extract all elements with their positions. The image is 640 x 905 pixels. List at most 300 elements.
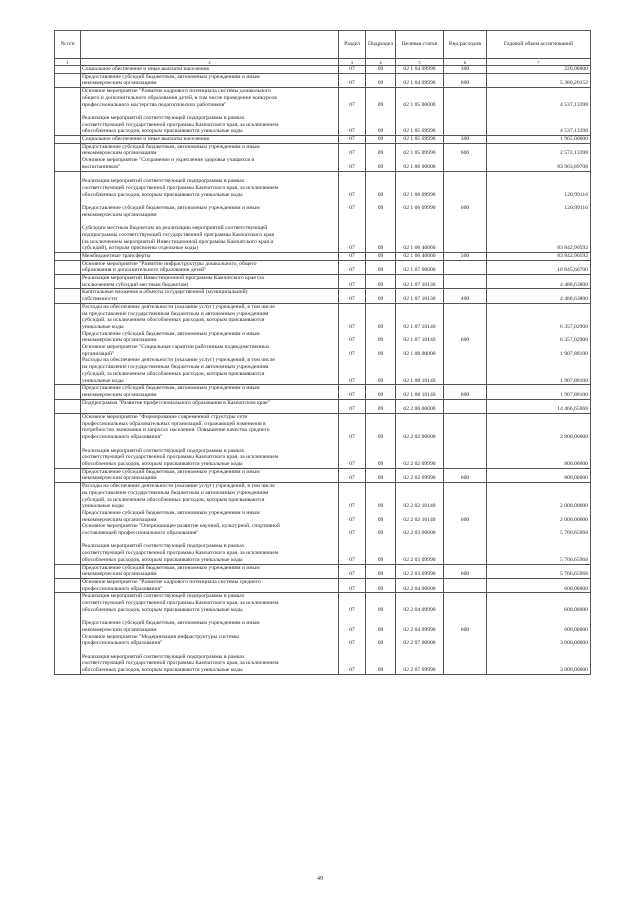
amount-cell [487, 593, 591, 674]
row-name-line: Реализация мероприятий соответствующей подпрограммы в рамках [82, 114, 245, 121]
row-name-line: некоммерческим организациям [82, 475, 157, 482]
vr-value [445, 102, 485, 109]
row-num-cell [55, 564, 81, 578]
cs-cell: 02 1 04 09990 [396, 66, 444, 74]
vr-cell [444, 303, 487, 384]
row-name-line: (за исключением мероприятий Инвестиционной программы Камчатского края и [82, 238, 274, 245]
cs-cell: 02 1 07 10130 [396, 289, 444, 303]
podrazdel-cell: 09 [366, 399, 396, 413]
row-num-cell [55, 143, 81, 171]
table-row [55, 289, 591, 303]
vr-value [445, 434, 485, 441]
razdel-cell: 07 [339, 136, 366, 144]
vr-cell [444, 593, 487, 674]
razdel-cell: 07 [339, 385, 366, 399]
row-name-line: Межбюджетные трансферты [82, 252, 151, 259]
razdel-cell: 07 [339, 399, 366, 413]
row-name-line: на предоставление государственным бюджетным и автономным учреждениям [82, 364, 269, 371]
amount-value: 4 537,13398 [560, 101, 588, 108]
budget-table [54, 30, 591, 675]
row-name-line: уникальные коды [82, 377, 124, 384]
col-podrazdel-header: Подраздел [366, 31, 396, 59]
col-num-header: № п/п [55, 31, 81, 59]
razdel-value: 07 [349, 128, 355, 135]
cs-cell [396, 171, 444, 252]
col-cs-header: Целевая статья [396, 31, 444, 59]
row-name-line: общего и дополнительного образования детей, в том числе проведение конкурсов [82, 94, 277, 101]
row-name-line: Социальное обеспечение и иные выплаты населению [82, 66, 210, 72]
row-name-line: подпрограммы соответствующей государственной программы Камчатского края [82, 231, 275, 238]
row-name-line: Предоставление субсидий бюджетным, автономным учреждениям и иным [82, 564, 260, 571]
razdel-cell: 07 [339, 564, 366, 578]
podrazdel-value: 09 [377, 205, 384, 212]
razdel-value: 07 [349, 163, 355, 170]
amount-cell [487, 88, 591, 136]
podrazdel-cell: 09 [366, 136, 396, 144]
vr-cell [444, 171, 487, 252]
table-row [55, 252, 591, 260]
table-row [55, 260, 591, 274]
row-name-line: обособленных расходов, которым присваиваются уникальные коды [82, 128, 243, 135]
row-name-line: некоммерческим организациям [82, 391, 157, 398]
vr-value [445, 351, 485, 358]
vr-cell: 600 [444, 385, 487, 399]
row-name-line: обособленных расходов, которым присваиваются уникальные коды [82, 667, 243, 674]
cs-value: 02 1 06 00000 [403, 163, 436, 170]
row-name-line [82, 108, 337, 115]
row-name-cell [81, 385, 339, 399]
row-num-cell [55, 414, 81, 469]
podrazdel-cell: 09 [366, 289, 396, 303]
row-name-line [82, 647, 337, 654]
row-name-line: Реализация мероприятий соответствующей подпрограммы в рамках [82, 447, 245, 454]
row-name-line [82, 406, 337, 413]
row-num-cell [55, 66, 81, 74]
row-name-line: Расходы на обеспечение деятельности (оказание услуг) учреждений, в том числе [82, 357, 275, 364]
cs-cell: 02 1 05 09990 [396, 136, 444, 144]
row-num-cell [55, 260, 81, 274]
row-name-line: обособленных расходов, которым присваиваются уникальные коды [82, 606, 243, 613]
row-name-cell [81, 136, 339, 144]
row-num-cell [55, 578, 81, 592]
row-name-line: на предоставление государственным бюджетным и автономным учреждениям [82, 489, 269, 496]
amount-cell: 5 766,65968 [487, 564, 591, 578]
podrazdel-cell: 09 [366, 564, 396, 578]
cs-value: 02 2 03 09990 [403, 556, 436, 563]
razdel-cell [339, 483, 366, 564]
cs-cell [396, 143, 444, 171]
podrazdel-value: 09 [377, 323, 384, 330]
cs-value: 02 1 06 09990 [403, 205, 436, 212]
table-row [55, 468, 591, 482]
vr-cell [444, 143, 487, 171]
amount-cell: 4 488,63800 [487, 275, 591, 289]
podrazdel-value: 09 [377, 150, 384, 157]
podrazdel-cell: 09 [366, 385, 396, 399]
cs-value: 02 1 07 10140 [403, 337, 436, 344]
razdel-value: 07 [349, 191, 355, 198]
razdel-value: 07 [349, 667, 355, 673]
razdel-cell: 07 [339, 578, 366, 592]
razdel-value: 07 [349, 150, 355, 157]
row-name-line: Основное мероприятие "Развитие кадрового потенциала системы среднего [82, 578, 261, 585]
row-name-line: субсидий), которым присвоены отдельные коды) [82, 245, 199, 252]
row-name-cell [81, 66, 339, 74]
row-name-line: составляющей профессионального образования" [82, 530, 199, 537]
razdel-value: 07 [349, 245, 355, 252]
razdel-value: 07 [349, 337, 355, 344]
podrazdel-cell [366, 593, 396, 674]
amount-value: 1 907,88100 [560, 377, 588, 384]
row-num-cell [55, 468, 81, 482]
row-name-line: профессионального образования" [82, 434, 163, 441]
row-name-cell [81, 483, 339, 564]
podrazdel-value: 09 [377, 337, 384, 344]
row-name-line: Основное мероприятие "Опережающее развитие научной, культурной, спортивной [82, 523, 280, 530]
row-num-cell [55, 303, 81, 384]
row-name-line: Предоставление субсидий бюджетным, автономным учреждениям и иным [82, 73, 260, 80]
row-name-line: Реализация мероприятий соответствующей подпрограммы в рамках [82, 653, 245, 660]
amount-cell: 1 907,88100 [487, 385, 591, 399]
header-row [55, 31, 591, 59]
row-name-line: некоммерческим организациям [82, 80, 157, 87]
vr-value: 600 [460, 205, 470, 211]
podrazdel-cell: 09 [366, 66, 396, 74]
row-name-line: субсидий, за исключением обособленных расходов, которым присваиваются [82, 317, 265, 324]
row-name-line: Предоставление субсидий бюджетным, автономным учреждениям и иным [82, 509, 260, 516]
row-name-line: Основное мероприятие "Сохранение и укрепление здоровья учащихся и [82, 157, 255, 164]
podrazdel-value: 09 [377, 245, 384, 252]
razdel-value: 07 [349, 516, 355, 523]
vr-value [445, 377, 485, 384]
razdel-value: 07 [349, 503, 355, 510]
cs-value: 02 1 05 09990 [403, 150, 436, 157]
cs-cell: 02 2 03 09990 [396, 564, 444, 578]
vr-cell [444, 275, 487, 289]
col-name-header [81, 31, 339, 59]
amount-value: 2 000,00000 [560, 516, 588, 523]
row-name-line: уникальные коды [82, 323, 124, 330]
row-name-line: соответствующей государственной программы Камчатского края, за исключением [82, 600, 279, 607]
cs-cell [396, 593, 444, 674]
podrazdel-value: 09 [377, 503, 384, 510]
row-name-line: соответствующей государственной программы Камчатского края, за исключением [82, 121, 279, 128]
row-name-line: профессионального образования" [82, 585, 163, 592]
row-name-cell [81, 73, 339, 87]
amount-value: 5 766,65968 [560, 556, 588, 563]
row-name-line [82, 198, 337, 205]
razdel-value: 07 [349, 101, 355, 108]
row-name-line: образования и дополнительного образования детей" [82, 267, 207, 274]
razdel-cell: 07 [339, 252, 366, 260]
row-name-line: субсидий, за исключением обособленных расходов, которым присваиваются [82, 370, 265, 377]
row-name-line: Основное мероприятие "Модернизация инфраструктуры системы [82, 633, 239, 640]
table-row [55, 385, 591, 399]
row-name-line: некоммерческим организациям [82, 150, 157, 157]
razdel-cell [339, 143, 366, 171]
row-name-line: Основное мероприятие "Развитие инфраструктуры дошкольного, общего [82, 260, 257, 267]
row-name-line: Субсидии местным бюджетам на реализацию мероприятий соответствующей [82, 225, 268, 232]
razdel-cell [339, 303, 366, 384]
vr-value: 600 [460, 337, 470, 344]
cs-value: 02 1 05 00000 [403, 101, 436, 108]
row-name-line: Предоставление субсидий бюджетным, автономным учреждениям и иным [82, 205, 260, 212]
table-body [55, 66, 591, 675]
row-name-line: обособленных расходов, которым присваиваются уникальные коды [82, 191, 243, 198]
row-name-line: профессионального образования" [82, 640, 163, 647]
row-name-line: некоммерческим организациям [82, 626, 157, 633]
table-row [55, 136, 591, 144]
row-name-line: потребностях экономики и запросах населения. Повышение качества среднего [82, 427, 270, 434]
row-name-line: субсидий, за исключением обособленных расходов, которым присваиваются [82, 496, 265, 503]
row-name-line: Предоставление субсидий бюджетным, автономным учреждениям и иным [82, 385, 260, 392]
razdel-cell: 07 [339, 73, 366, 87]
col-number: 2 [81, 59, 339, 66]
row-name-line: исключением субсидий местным бюджетам) [82, 281, 189, 288]
row-num-cell [55, 88, 81, 136]
col-number: 7 [487, 59, 591, 66]
row-num-cell [55, 73, 81, 87]
cs-cell: 02 1 08 10140 [396, 385, 444, 399]
razdel-value: 07 [349, 205, 355, 212]
row-name-line: Расходы на обеспечение деятельности (оказание услуг) учреждений, в том числе [82, 483, 275, 490]
row-name-cell [81, 260, 339, 274]
row-num-cell [55, 171, 81, 252]
amount-cell: 4 488,63800 [487, 289, 591, 303]
cs-cell [396, 88, 444, 136]
row-name-line: собственности [82, 296, 117, 303]
vr-value [445, 530, 485, 537]
cs-value: 02 1 08 00000 [403, 350, 436, 357]
row-name-line: Подпрограмма "Развитие профессионального образования в Камчатском крае" [82, 399, 270, 406]
amount-value: 83 842,90592 [557, 245, 588, 252]
row-name-line: Реализация мероприятий соответствующей подпрограммы в рамках [82, 543, 245, 550]
vr-cell: 500 [444, 252, 487, 260]
cs-value: 02 1 05 09990 [403, 128, 436, 135]
row-num-cell [55, 399, 81, 413]
row-name-cell [81, 468, 339, 482]
row-name-cell [81, 578, 339, 592]
razdel-cell [339, 414, 366, 469]
podrazdel-value: 09 [377, 191, 384, 198]
podrazdel-cell: 09 [366, 275, 396, 289]
podrazdel-value: 09 [377, 516, 384, 523]
razdel-value: 07 [349, 606, 355, 613]
row-name-line [82, 441, 337, 448]
amount-value: 1 907,88100 [560, 350, 588, 357]
razdel-cell [339, 171, 366, 252]
amount-cell: 800,00000 [487, 468, 591, 482]
podrazdel-cell [366, 303, 396, 384]
amount-value: 3 000,00000 [560, 667, 588, 673]
table-row [55, 483, 591, 564]
razdel-value: 07 [349, 640, 355, 647]
razdel-value: 07 [349, 434, 355, 441]
amount-cell [487, 171, 591, 252]
row-num-cell [55, 483, 81, 564]
cs-cell [396, 414, 444, 469]
row-name-line: Предоставление субсидий бюджетным, автономным учреждениям и иным [82, 143, 260, 150]
amount-value: 600,00000 [564, 606, 588, 613]
cs-value: 02 2 03 00000 [403, 529, 436, 536]
cs-value: 02 2 04 09990 [403, 626, 436, 633]
cs-cell: 02 1 07 00000 [396, 260, 444, 274]
table-row [55, 303, 591, 384]
row-name-line: Расходы на обеспечение деятельности (оказание услуг) учреждений, в том числе [82, 303, 275, 310]
col-vr-header: Вид расходов [444, 31, 487, 59]
amount-value: 800,00000 [564, 460, 588, 467]
podrazdel-cell: 09 [366, 468, 396, 482]
razdel-value: 07 [349, 377, 355, 384]
row-name-line: профессионального мастерства педагогических работников" [82, 101, 227, 108]
row-name-line: Капитальные вложения в объекты государственной (муниципальной) [82, 289, 248, 296]
cs-cell [396, 303, 444, 384]
header-number-row [55, 59, 591, 66]
podrazdel-value: 09 [377, 434, 384, 441]
podrazdel-value: 09 [377, 606, 384, 613]
amount-cell [487, 483, 591, 564]
row-num-cell [55, 252, 81, 260]
amount-value: 3 000,00000 [560, 640, 588, 647]
vr-value [445, 324, 485, 331]
table-row [55, 564, 591, 578]
row-name-line: на предоставление государственным бюджетным и автономным учреждениям [82, 310, 269, 317]
cs-value: 02 1 08 10140 [403, 377, 436, 384]
table-row [55, 171, 591, 252]
row-name-line: воспитанников" [82, 163, 121, 170]
col-number: 5 [396, 59, 444, 66]
row-name-line: Социальное обеспечение и иные выплаты населению [82, 136, 210, 143]
amount-value: 2 800,00000 [560, 434, 588, 441]
table-row [55, 88, 591, 136]
row-num-cell [55, 289, 81, 303]
col-number: 4 [366, 59, 396, 66]
vr-value [445, 192, 485, 199]
amount-cell [487, 414, 591, 469]
row-name-line: Реализация мероприятий соответствующей подпрограммы в рамках [82, 178, 245, 185]
amount-value: 4 537,13398 [560, 128, 588, 135]
table-row [55, 66, 591, 74]
vr-cell [444, 88, 487, 136]
row-name-line: соответствующей государственной программы Камчатского края, за исключением [82, 660, 279, 667]
cs-value: 02 1 07 10140 [403, 323, 436, 330]
amount-cell [487, 303, 591, 384]
podrazdel-cell: 09 [366, 252, 396, 260]
row-name-cell [81, 252, 339, 260]
amount-value: 5 766,65968 [560, 529, 588, 536]
table-row [55, 73, 591, 87]
razdel-value: 07 [349, 556, 355, 563]
row-num-cell [55, 385, 81, 399]
page-number: 49 [317, 876, 323, 882]
col-amount-header: Годовой объем ассигнований [487, 31, 591, 59]
row-name-cell [81, 414, 339, 469]
amount-value: 6 357,02900 [560, 323, 588, 330]
vr-value [445, 128, 485, 135]
row-name-cell [81, 171, 339, 252]
amount-cell: 83 842,90592 [487, 252, 591, 260]
vr-value [445, 503, 485, 510]
amount-cell: 14 466,65968 [487, 399, 591, 413]
vr-cell [444, 414, 487, 469]
amount-cell: 1 965,00000 [487, 136, 591, 144]
vr-value [445, 640, 485, 647]
col-number: 1 [55, 59, 81, 66]
podrazdel-value: 09 [377, 128, 384, 135]
cs-cell [396, 483, 444, 564]
podrazdel-value: 09 [377, 350, 384, 357]
row-name-line: некоммерческим организациям [82, 211, 157, 218]
row-name-cell [81, 593, 339, 674]
table-row [55, 399, 591, 413]
razdel-value: 07 [349, 323, 355, 330]
row-name-cell [81, 88, 339, 136]
vr-value [445, 245, 485, 252]
cs-value: 02 2 02 10140 [403, 503, 436, 510]
table-row [55, 578, 591, 592]
cs-value: 02 2 04 09990 [403, 606, 436, 613]
amount-cell: 600,00000 [487, 578, 591, 592]
row-name-cell [81, 564, 339, 578]
vr-value [445, 667, 485, 674]
row-name-line: некоммерческим организациям [82, 337, 157, 344]
podrazdel-cell: 09 [366, 260, 396, 274]
row-name-line: Предоставление субсидий бюджетным, автономным учреждениям и иным [82, 620, 260, 627]
vr-value: 600 [460, 150, 470, 157]
vr-cell [444, 399, 487, 413]
podrazdel-cell [366, 171, 396, 252]
podrazdel-cell [366, 414, 396, 469]
razdel-value: 07 [349, 350, 355, 357]
vr-value: 600 [460, 516, 470, 523]
row-name-line: Реализация мероприятий Инвестиционной программы Камчатского края (за [82, 275, 264, 282]
row-name-line: организаций" [82, 350, 115, 357]
podrazdel-cell: 09 [366, 73, 396, 87]
vr-value: 600 [460, 626, 470, 633]
podrazdel-value: 09 [377, 529, 384, 536]
amount-value: 600,00000 [564, 626, 588, 633]
vr-cell: 600 [444, 564, 487, 578]
vr-value [445, 607, 485, 614]
amount-cell: 10 845,66700 [487, 260, 591, 274]
podrazdel-cell [366, 88, 396, 136]
row-name-line: профессиональных образовательных организаций, отражающей изменения в [82, 420, 266, 427]
row-name-line: Основное мероприятие "Социальные гарантии работникам подведомственных [82, 344, 270, 351]
col-razdel-header: Раздел [339, 31, 366, 59]
vr-cell: 600 [444, 468, 487, 482]
cs-value: 02 2 07 00000 [403, 640, 436, 647]
row-name-line: Реализация мероприятий соответствующей подпрограммы в рамках [82, 593, 245, 600]
podrazdel-value: 09 [377, 667, 384, 673]
cs-cell: 02 2 00 00000 [396, 399, 444, 413]
cs-value: 02 1 06 09990 [403, 191, 436, 198]
vr-cell: 400 [444, 289, 487, 303]
table-row [55, 143, 591, 171]
cs-value: 02 1 06 40060 [403, 245, 436, 252]
amount-cell: 5 380,20152 [487, 73, 591, 87]
vr-value [445, 164, 485, 171]
vr-cell [444, 483, 487, 564]
razdel-value: 07 [349, 626, 355, 633]
row-name-cell [81, 275, 339, 289]
row-name-line: обособленных расходов, которым присваиваются уникальные коды [82, 460, 243, 467]
table-row [55, 593, 591, 674]
col-number: 6 [444, 59, 487, 66]
amount-value: 2 000,00000 [560, 503, 588, 510]
razdel-cell: 07 [339, 260, 366, 274]
podrazdel-value: 09 [377, 101, 384, 108]
podrazdel-cell [366, 483, 396, 564]
